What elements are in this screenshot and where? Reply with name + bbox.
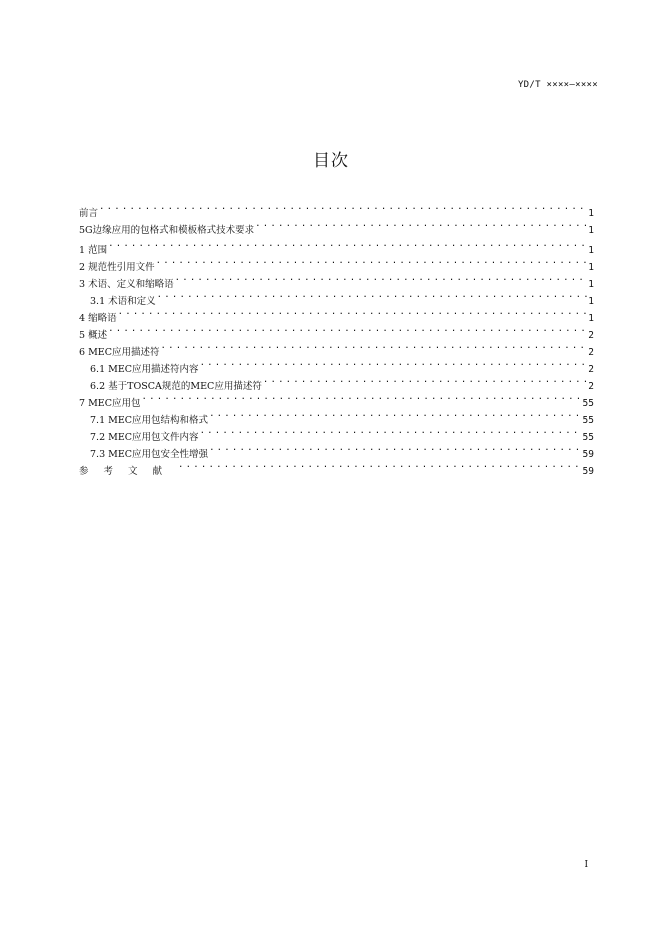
toc-entry-abbreviations[interactable] [79,304,594,324]
toc-entry-page: 1 [588,262,594,273]
toc-entry-label: 3 术语、定义和缩略语 [79,279,174,290]
toc-entry-page: 1 [588,245,594,256]
toc-entry-label: 7.3 MEC应用包安全性增强 [90,449,209,460]
toc-leader-dots [200,423,582,440]
toc-entry-label: 7 MEC应用包 [79,398,141,409]
toc-entry-page: 59 [582,449,594,460]
toc-entry-page: 2 [588,381,594,392]
toc-leader-dots [118,304,588,321]
toc-entry-page: 55 [582,398,594,409]
toc-entry-label: 6 MEC应用描述符 [79,347,160,358]
toc-entry-label: 7.1 MEC应用包结构和格式 [90,415,209,426]
toc-entry-foreword[interactable] [79,199,594,219]
document-code-header: YD/T ××××—×××× [517,80,598,90]
toc-leader-dots [99,199,587,216]
toc-entry-terms-definitions[interactable] [79,270,594,290]
toc-entry-page: 1 [588,208,594,219]
toc-entry-overview[interactable] [79,321,594,341]
toc-entry-label: 6.2 基于TOSCA规范的MEC应用描述符 [90,381,262,392]
toc-entry-terms[interactable] [79,287,594,307]
toc-leader-dots [108,321,587,338]
toc-leader-dots [175,270,588,287]
toc-entry-page: 2 [588,364,594,375]
toc-entry-label: 4 缩略语 [79,313,117,324]
toc-entry-page: 1 [588,279,594,290]
page-number: I [584,860,588,870]
toc-leader-dots [255,216,587,233]
toc-entry-page: 1 [588,313,594,324]
toc-entry-label: 5 概述 [79,330,108,341]
toc-entry-mec-app-descriptor[interactable] [79,338,594,358]
toc-entry-label: 参考文献 [79,466,178,477]
toc-entry-label: 前言 [79,208,99,219]
toc-entry-label: 3.1 术语和定义 [90,296,156,307]
table-of-contents [79,199,594,477]
toc-entry-page: 1 [588,225,594,236]
toc-entry-page: 59 [582,466,594,477]
toc-entry-page: 55 [582,415,594,426]
toc-leader-dots [161,338,588,355]
toc-entry-label: 1 范围 [79,245,108,256]
toc-entry-mec-app-package[interactable] [79,389,594,409]
toc-entry-normative-references[interactable] [79,253,594,273]
toc-entry-page: 2 [588,347,594,358]
toc-entry-label: 2 规范性引用文件 [79,262,155,273]
toc-leader-dots [200,355,588,372]
toc-entry-page: 1 [588,296,594,307]
toc-leader-dots [108,236,587,253]
toc-leader-dots [157,287,588,304]
toc-entry-package-structure[interactable] [79,406,594,426]
toc-entry-scope[interactable] [79,236,594,256]
toc-entry-label: 6.1 MEC应用描述符内容 [90,364,199,375]
toc-entry-doc-title[interactable] [79,216,594,236]
toc-leader-dots [263,372,587,389]
toc-entry-page: 2 [588,330,594,341]
toc-leader-dots [209,440,581,457]
toc-entry-page: 55 [582,432,594,443]
toc-leader-dots [178,457,582,474]
page-title: 目次 [313,151,349,171]
toc-leader-dots [209,406,581,423]
toc-leader-dots [142,389,582,406]
toc-entry-label: 7.2 MEC应用包文件内容 [90,432,199,443]
toc-entry-label: 5G边缘应用的包格式和模板格式技术要求 [79,225,255,236]
toc-leader-dots [156,253,588,270]
